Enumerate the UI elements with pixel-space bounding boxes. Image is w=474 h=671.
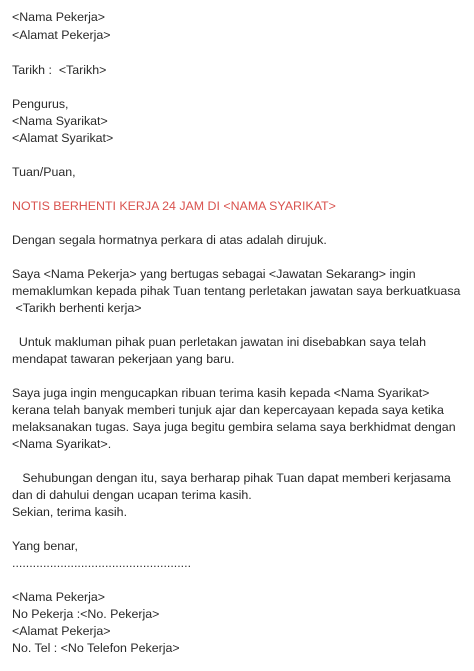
recipient-address: <Alamat Syarikat> — [12, 131, 114, 145]
sender-name: <Nama Pekerja> — [12, 10, 105, 24]
recipient-company: <Nama Syarikat> — [12, 114, 108, 128]
date-line: Tarikh : <Tarikh> — [12, 63, 107, 77]
salutation: Tuan/Puan, — [12, 165, 76, 179]
paragraph-line: memaklumkan kepada pihak Tuan tentang perletakan jawatan saya berkuatkuasa — [12, 284, 461, 298]
paragraph-line: dan di dahului dengan ucapan terima kasih. — [12, 488, 252, 502]
letter-subject: NOTIS BERHENTI KERJA 24 JAM DI <NAMA SYARIKAT> — [12, 199, 336, 213]
paragraph-line: Sekian, terima kasih. — [12, 505, 128, 519]
paragraph-line: Saya <Nama Pekerja> yang bertugas sebagai <Jawatan Sekarang> ingin — [12, 267, 416, 281]
recipient-title: Pengurus, — [12, 97, 69, 111]
paragraph-line: Saya juga ingin mengucapkan ribuan terima kasih kepada <Nama Syarikat> — [12, 386, 430, 400]
sender-address: <Alamat Pekerja> — [12, 28, 111, 42]
paragraph-line: melaksanakan tugas. Saya juga begitu gembira selama saya berkhidmat dengan — [12, 420, 456, 434]
footer-address: <Alamat Pekerja> — [12, 624, 111, 638]
footer-staff-no: No Pekerja :<No. Pekerja> — [12, 607, 160, 621]
signature-line: .................................................... — [12, 556, 192, 570]
paragraph-line: Untuk makluman pihak puan perletakan jawatan ini disebabkan saya telah — [12, 335, 426, 349]
paragraph-line: <Tarikh berhenti kerja> — [12, 301, 142, 315]
paragraph-line: mendapat tawaran pekerjaan yang baru. — [12, 352, 235, 366]
paragraph-line: kerana telah banyak memberi tunjuk ajar dan kepercayaan kepada saya ketika — [12, 403, 444, 417]
paragraph-line: Sehubungan dengan itu, saya berharap pihak Tuan dapat memberi kerjasama — [12, 471, 451, 485]
paragraph-line: Dengan segala hormatnya perkara di atas adalah dirujuk. — [12, 233, 327, 247]
closing: Yang benar, — [12, 539, 78, 553]
footer-phone: No. Tel : <No Telefon Pekerja> — [12, 641, 180, 655]
paragraph-line: <Nama Syarikat>. — [12, 437, 112, 451]
footer-name: <Nama Pekerja> — [12, 590, 105, 604]
